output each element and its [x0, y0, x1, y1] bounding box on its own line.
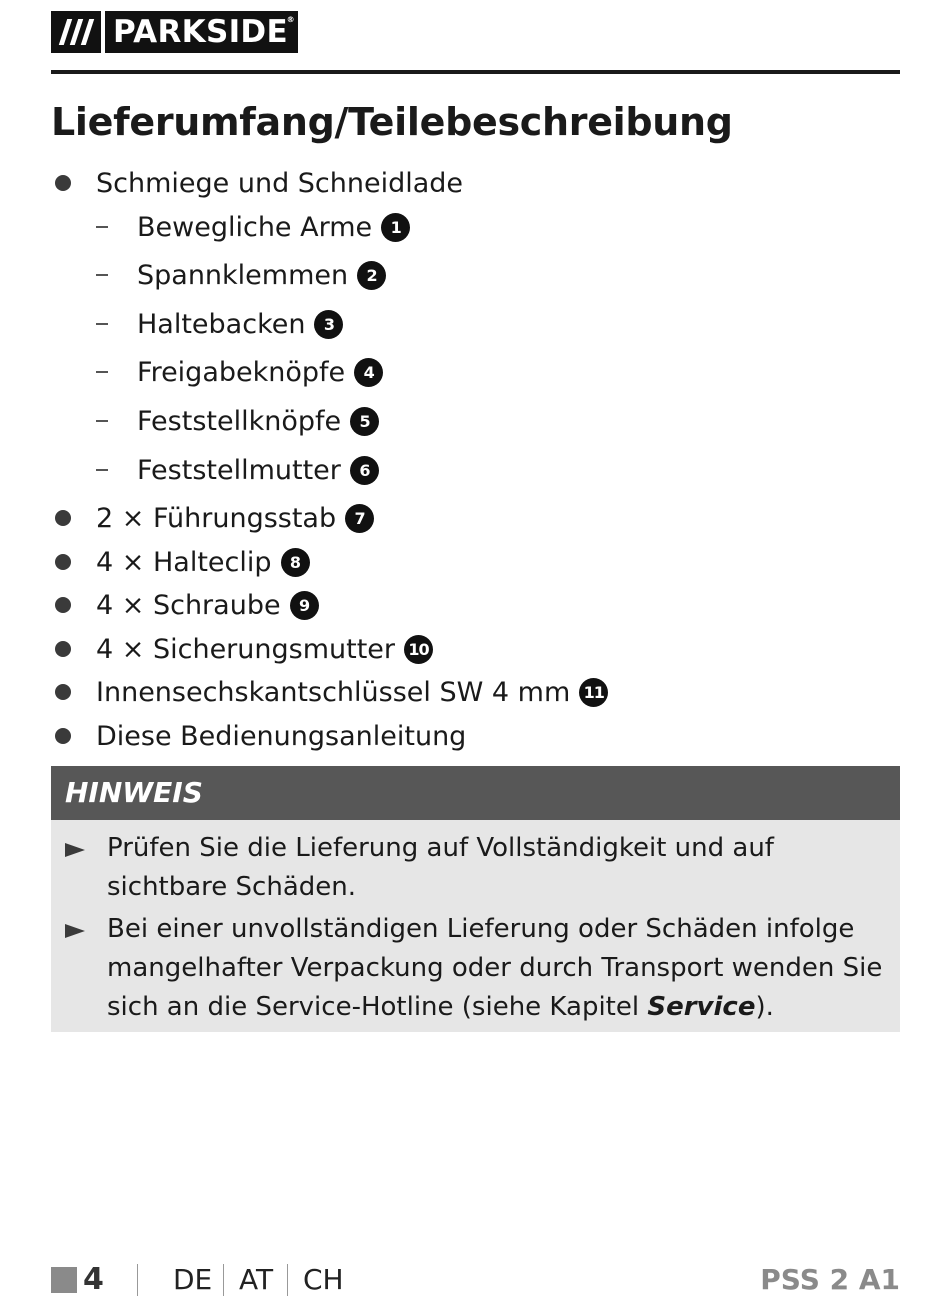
language-de: DE: [173, 1263, 213, 1296]
language-ch: CH: [303, 1263, 344, 1296]
list-item-text: Feststellknöpfe: [137, 405, 342, 437]
logo-stripes-icon: [51, 11, 101, 53]
list-item: [51, 257, 386, 293]
list-item-text: Innensechskantschlüssel SW 4 mm: [96, 676, 571, 708]
model-number: PSS 2 A1: [760, 1263, 900, 1296]
list-item-text: Spannklemmen: [137, 259, 349, 291]
dash-icon: [96, 371, 108, 373]
list-item: [51, 544, 310, 580]
list-item: [51, 500, 374, 536]
bullet-icon: [55, 684, 71, 700]
hint-text-part: Bei einer unvollständigen Lieferung oder Schäden infolge mangelhafter Verpackung oder durch Transport wenden Sie sich an die Service-Hotline (siehe Kapitel: [107, 914, 883, 1022]
list-item-text: Diese Bedienungsanleitung: [96, 720, 467, 752]
page-footer: [51, 1260, 900, 1300]
footer-divider: [137, 1264, 138, 1296]
bullet-icon: [55, 597, 71, 613]
list-item: [51, 631, 433, 667]
part-number-badge: 2: [357, 261, 386, 290]
hint-text-part: ).: [755, 992, 774, 1022]
hint-item-text: [107, 910, 897, 1027]
list-item: [51, 165, 463, 201]
page-title: Lieferumfang/Teilebeschreibung: [51, 100, 733, 144]
part-number-badge: 8: [281, 548, 310, 577]
language-at: AT: [239, 1263, 274, 1296]
logo-wordmark: PARKSIDE: [113, 14, 288, 50]
header-rule: [51, 70, 900, 74]
part-number-badge: 7: [345, 504, 374, 533]
bullet-icon: [55, 554, 71, 570]
part-number-badge: 9: [290, 591, 319, 620]
hint-item-text: Prüfen Sie die Lieferung auf Vollständigkeit und auf sichtbare Schäden.: [107, 833, 774, 902]
list-item: [51, 674, 608, 710]
part-number-badge: 5: [350, 407, 379, 436]
dash-icon: [96, 420, 108, 422]
list-item-text: 2 × Führungsstab: [96, 502, 337, 534]
list-item-text: Schmiege und Schneidlade: [96, 167, 464, 199]
brand-logo: [51, 11, 298, 53]
part-number-badge: 6: [350, 456, 379, 485]
part-number-badge: 3: [314, 310, 343, 339]
arrow-right-icon: [65, 924, 85, 938]
list-item: [51, 306, 343, 342]
arrow-right-icon: [65, 843, 85, 857]
bullet-icon: [55, 641, 71, 657]
part-number-badge: 10: [404, 635, 433, 664]
list-item-text: Freigabeknöpfe: [137, 356, 346, 388]
footer-divider: [287, 1264, 288, 1296]
page-number: 4: [83, 1262, 104, 1297]
dash-icon: [96, 274, 108, 276]
dash-icon: [96, 469, 108, 471]
hint-title: HINWEIS: [65, 776, 203, 809]
dash-icon: [96, 226, 108, 228]
hint-box: [51, 820, 900, 1032]
list-item-text: 4 × Sicherungsmutter: [96, 633, 396, 665]
list-item: [51, 354, 383, 390]
hint-header: [51, 766, 900, 820]
list-item: [51, 209, 410, 245]
bullet-icon: [55, 510, 71, 526]
list-item-text: Haltebacken: [137, 308, 306, 340]
dash-icon: [96, 323, 108, 325]
registered-mark: ®: [286, 15, 295, 24]
list-item: [51, 403, 379, 439]
logo-text: [105, 11, 298, 53]
square-marker-icon: [51, 1267, 77, 1293]
list-item-text: Feststellmutter: [137, 454, 341, 486]
bullet-icon: [55, 175, 71, 191]
footer-divider: [223, 1264, 224, 1296]
part-number-badge: 11: [579, 678, 608, 707]
list-item: [51, 587, 319, 623]
part-number-badge: 4: [354, 358, 383, 387]
list-item-text: 4 × Schraube: [96, 589, 281, 621]
service-chapter-ref: Service: [647, 992, 756, 1022]
list-item: [51, 718, 466, 754]
list-item-text: Bewegliche Arme: [137, 211, 373, 243]
list-item-text: 4 × Halteclip: [96, 546, 272, 578]
list-item: [51, 452, 379, 488]
bullet-icon: [55, 728, 71, 744]
part-number-badge: 1: [381, 213, 410, 242]
